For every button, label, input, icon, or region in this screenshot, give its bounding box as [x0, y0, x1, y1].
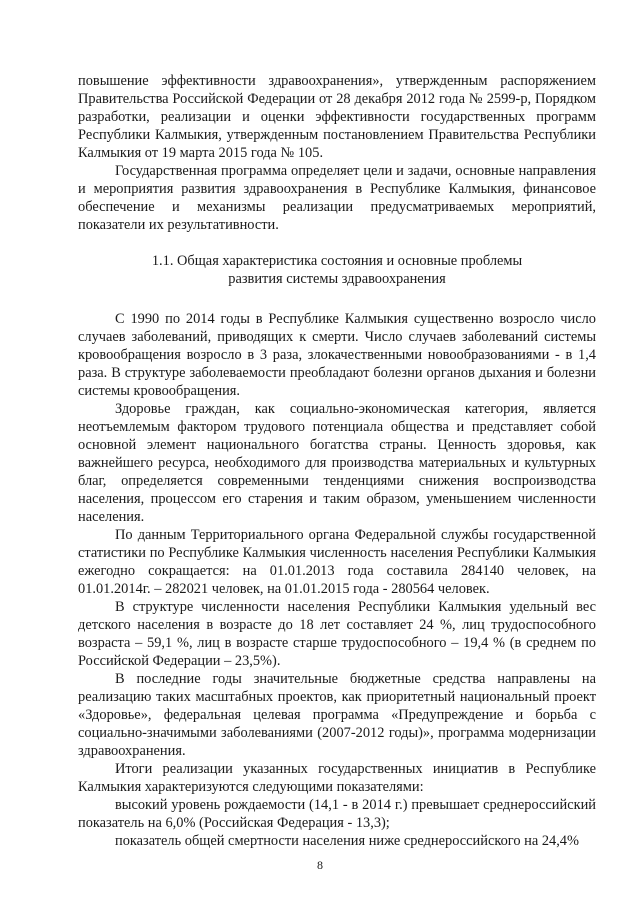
page-number: 8: [317, 858, 323, 872]
paragraph-birth-rate: высокий уровень рождаемости (14,1 - в 2014 г.) превышает среднероссийский показатель на 6,0% (Российская Федерация - 13,3);: [78, 797, 596, 831]
paragraph-budget-projects: В последние годы значительные бюджетные средства направлены на реализацию таких масштабных проектов, как приоритетный национальный проект «Здоровье», федеральная целевая программа «Предупреждение и борьба с социально-значимыми заболеваниями (2007-2012 годы)», программа модернизации здравоохранения.: [78, 671, 596, 759]
paragraph-health-category: Здоровье граждан, как социально-экономическая категория, является неотъемлемым фактором трудового потенциала общества и представляет собой основной элемент национального богатства страны. Ценность здоровья, как важнейшего ресурса, необходимого для производства материальных и культурных благ, определяется современными тенденциями снижения воспроизводства населения, процессом его старения и таким образом, уменьшением численности населения.: [78, 401, 596, 525]
paragraph-population-structure: В структуре численности населения Республики Калмыкия удельный вес детского населения в возрасте до 18 лет составляет 24 %, лиц трудоспособного возраста – 59,1 %, лиц в возрасте старше трудоспособного – 19,4 % (в среднем по Российской Федерации – 23,5%).: [78, 599, 596, 669]
section-heading-line-2: развития системы здравоохранения: [228, 271, 446, 287]
paragraph-mortality: показатель общей смертности населения ниже среднероссийского на 24,4%: [115, 833, 579, 849]
section-heading-line-1: 1.1. Общая характеристика состояния и основные проблемы: [151, 253, 523, 269]
paragraph-population-statistics: По данным Территориального органа Федеральной службы государственной статистики по Республике Калмыкия численность населения Республики Калмыкия ежегодно сокращается: на 01.01.2013 года составила 284140 человек, на 01.01.2014г. – 282021 человек, на 01.01.2015 года - 280564 человек.: [78, 527, 596, 597]
paragraph-continuation: повышение эффективности здравоохранения», утвержденным распоряжением Правительства Российской Федерации от 28 декабря 2012 года № 2599-р, Порядком разработки, реализации и оценки эффективности государственных программ Республики Калмыкия, утвержденным постановлением Правительства Республики Калмыкия от 19 марта 2015 года № 105.: [78, 73, 596, 161]
paragraph-disease-growth: С 1990 по 2014 годы в Республике Калмыкия существенно возросло число случаев заболеваний, приводящих к смерти. Число случаев заболеваний системы кровообращения возросло в 3 раза, злокачественными новообразованиями - в 1,4 раза. В структуре заболеваемости преобладают болезни органов дыхания и болезни системы кровообращения.: [78, 311, 596, 399]
paragraph-program-purpose: Государственная программа определяет цели и задачи, основные направления и мероприятия развития здравоохранения в Республике Калмыкия, финансовое обеспечение и механизмы реализации предусматриваемых мероприятий, показатели их результативности.: [78, 163, 596, 233]
document-page: [78, 72, 596, 850]
paragraph-results-intro: Итоги реализации указанных государственных инициатив в Республике Калмыкия характеризуются следующими показателями:: [78, 761, 596, 795]
section-heading: [78, 252, 596, 288]
